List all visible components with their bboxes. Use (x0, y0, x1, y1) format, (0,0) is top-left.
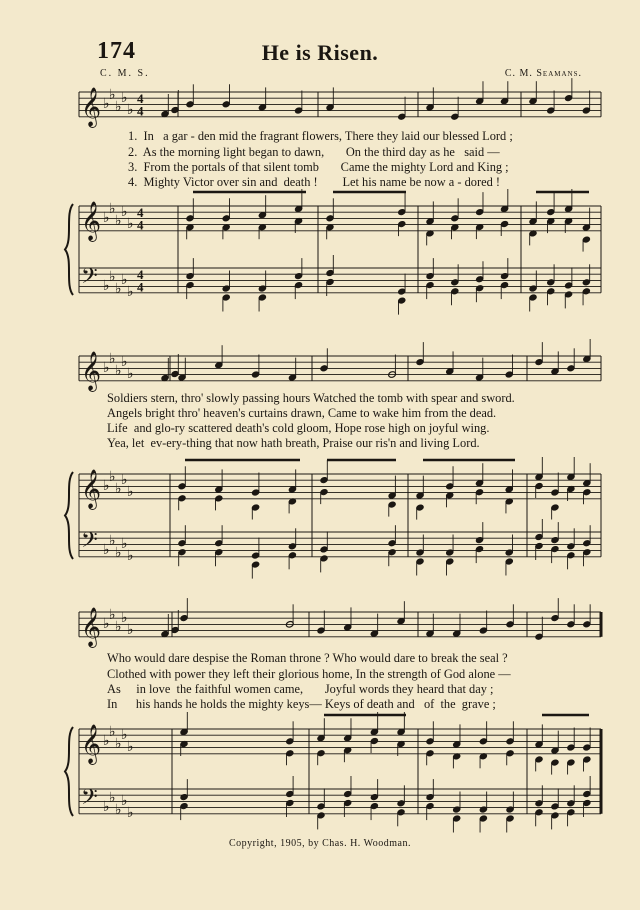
time-signature-digit: 4 (137, 103, 144, 119)
flat-sign-icon: ♭ (115, 802, 122, 818)
flat-sign-icon: ♭ (115, 99, 122, 115)
flat-sign-icon: ♭ (109, 533, 116, 549)
flat-sign-icon: ♭ (109, 790, 116, 806)
treble-clef-icon: 𝄞 (81, 469, 102, 509)
lyric-line: Yea, let ev-ery-thing that now hath breath, Praise our ris'n and living Lord. (107, 436, 480, 450)
flat-sign-icon: ♭ (121, 793, 128, 809)
lyric-line: Who would dare despise the Roman throne ? Who would dare to break the seal ? (107, 651, 508, 665)
piano-treble-staff (79, 474, 601, 499)
system-brace (65, 727, 73, 816)
melody-staff (79, 612, 601, 637)
piano-bass-staff (79, 789, 601, 814)
flat-sign-icon: ♭ (103, 96, 110, 112)
time-signature-digit: 4 (137, 91, 144, 106)
lyric-line: 3. From the portals of that silent tomb Came the mighty Lord and King ; (128, 160, 509, 174)
flat-sign-icon: ♭ (103, 210, 110, 226)
flat-sign-icon: ♭ (121, 536, 128, 552)
flat-sign-icon: ♭ (109, 724, 116, 740)
flat-sign-icon: ♭ (103, 478, 110, 494)
flat-sign-icon: ♭ (121, 727, 128, 743)
time-signature-digit: 4 (137, 205, 144, 220)
flat-sign-icon: ♭ (121, 272, 128, 288)
time-signature-digit: 4 (137, 267, 144, 282)
system-brace (65, 204, 73, 295)
system-brace (65, 472, 73, 559)
bass-clef-icon: 𝄢 (81, 264, 98, 294)
treble-clef-icon: 𝄞 (81, 607, 102, 647)
treble-clef-icon: 𝄞 (81, 87, 102, 127)
flat-sign-icon: ♭ (115, 363, 122, 379)
lyric-line: 1. In a gar - den mid the fragrant flowers, There they laid our blessed Lord ; (128, 129, 513, 143)
time-signature-digit: 4 (137, 279, 144, 295)
piano-bass-staff (79, 532, 601, 557)
treble-clef-icon: 𝄞 (81, 724, 102, 764)
piano-treble-staff (79, 206, 601, 231)
flat-sign-icon: ♭ (103, 278, 110, 294)
flat-sign-icon: ♭ (103, 616, 110, 632)
flat-sign-icon: ♭ (121, 610, 128, 626)
time-signature-digit: 4 (137, 217, 144, 233)
melody-staff (79, 356, 601, 381)
flat-sign-icon: ♭ (127, 216, 134, 232)
melody-staff (79, 92, 601, 117)
flat-sign-icon: ♭ (121, 472, 128, 488)
flat-sign-icon: ♭ (127, 805, 134, 821)
flat-sign-icon: ♭ (103, 542, 110, 558)
flat-sign-icon: ♭ (121, 90, 128, 106)
flat-sign-icon: ♭ (115, 481, 122, 497)
flat-sign-icon: ♭ (127, 739, 134, 755)
treble-clef-icon: 𝄞 (81, 351, 102, 391)
piano-bass-staff (79, 268, 601, 293)
flat-sign-icon: ♭ (127, 548, 134, 564)
lyric-line: Soldiers stern, thro' slowly passing hours Watched the tomb with spear and sword. (107, 391, 515, 405)
piano-treble-staff (79, 729, 601, 754)
flat-sign-icon: ♭ (127, 366, 134, 382)
bass-clef-icon: 𝄢 (81, 528, 98, 558)
treble-clef-icon: 𝄞 (81, 201, 102, 241)
flat-sign-icon: ♭ (115, 281, 122, 297)
lyric-line: Clothed with power they left their glorious home, In the strength of God alone — (107, 667, 511, 681)
flat-sign-icon: ♭ (109, 607, 116, 623)
flat-sign-icon: ♭ (115, 545, 122, 561)
flat-sign-icon: ♭ (115, 736, 122, 752)
lyric-line: In his hands he holds the mighty keys— Keys of death and of the grave ; (107, 697, 496, 711)
copyright-notice: Copyright, 1905, by Chas. H. Woodman. (229, 838, 411, 849)
flat-sign-icon: ♭ (109, 469, 116, 485)
lyric-line: As in love the faithful women came, Joyful words they heard that day ; (107, 682, 494, 696)
lyric-line: 2. As the morning light began to dawn, On the third day as he said — (128, 145, 500, 159)
flat-sign-icon: ♭ (103, 360, 110, 376)
flat-sign-icon: ♭ (109, 87, 116, 103)
hymn-meter: C. M. S. (100, 68, 150, 79)
flat-sign-icon: ♭ (103, 733, 110, 749)
flat-sign-icon: ♭ (121, 204, 128, 220)
flat-sign-icon: ♭ (127, 284, 134, 300)
flat-sign-icon: ♭ (127, 484, 134, 500)
lyric-line: Life and glo-ry scattered death's cold gloom, Hope rose high on joyful wing. (107, 421, 490, 435)
hymn-composer: C. M. Seamans. (504, 68, 582, 79)
hymn-number: 174 (97, 38, 136, 64)
flat-sign-icon: ♭ (109, 351, 116, 367)
flat-sign-icon: ♭ (109, 269, 116, 285)
flat-sign-icon: ♭ (109, 201, 116, 217)
flat-sign-icon: ♭ (115, 619, 122, 635)
bass-clef-icon: 𝄢 (81, 785, 98, 815)
flat-sign-icon: ♭ (127, 102, 134, 118)
lyric-line: 4. Mighty Victor over sin and death ! Let his name be now a - dored ! (128, 175, 501, 189)
flat-sign-icon: ♭ (127, 622, 134, 638)
hymn-title: He is Risen. (261, 40, 379, 65)
flat-sign-icon: ♭ (103, 799, 110, 815)
lyric-line: Angels bright thro' heaven's curtains drawn, Came to wake him from the dead. (107, 406, 497, 420)
flat-sign-icon: ♭ (115, 213, 122, 229)
flat-sign-icon: ♭ (121, 354, 128, 370)
